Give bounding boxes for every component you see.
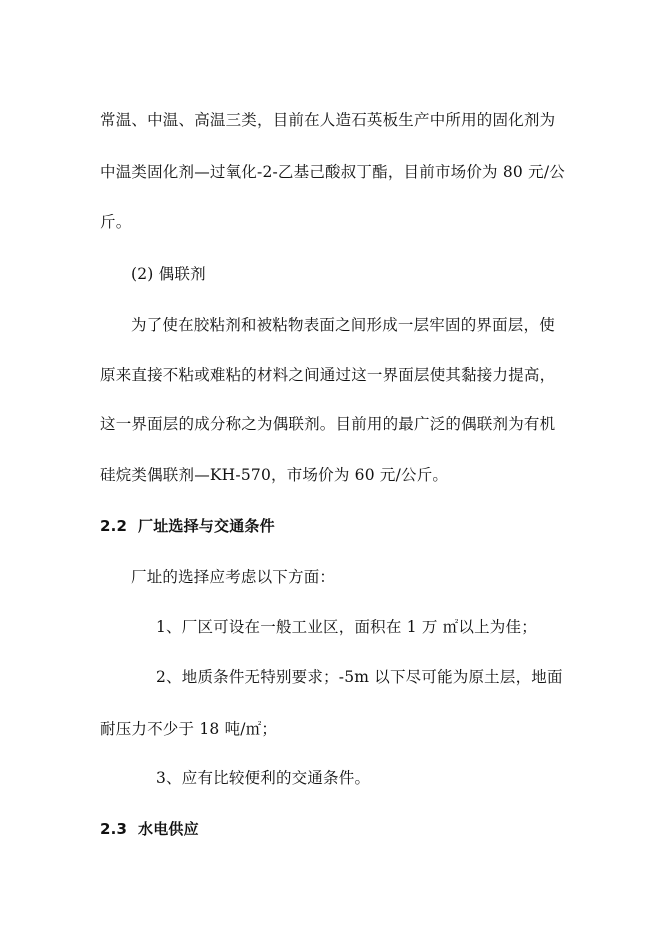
coupling-paragraph-line-2: 原来直接不粘或难粘的材料之间通过这一界面层使其黏接力提高，	[100, 366, 556, 384]
curing-paragraph-line-2: 中温类固化剂—过氧化-2-乙基己酸叔丁酯，目前市场价为 80 元/公	[100, 163, 565, 181]
section-number: 2.3	[100, 820, 128, 838]
curing-paragraph-line-3: 斤。	[100, 213, 132, 231]
coupling-paragraph-line-3: 这一界面层的成分称之为偶联剂。目前用的最广泛的偶联剂为有机	[100, 415, 556, 433]
site-selection-intro: 厂址的选择应考虑以下方面：	[131, 568, 336, 586]
section-heading-2-3	[100, 819, 562, 839]
section-title: 水电供应	[138, 820, 199, 838]
site-requirement-3: 3、应有比较便利的交通条件。	[156, 769, 371, 787]
coupling-paragraph-line-4: 硅烷类偶联剂—KH-570，市场价为 60 元/公斤。	[100, 466, 449, 484]
coupling-paragraph-line-1: 为了使在胶粘剂和被粘物表面之间形成一层牢固的界面层，使	[131, 316, 555, 334]
site-requirement-2-line-1: 2、地质条件无特别要求；-5m 以下尽可能为原土层，地面	[156, 668, 563, 686]
section-title: 厂址选择与交通条件	[138, 517, 275, 535]
site-requirement-1: 1、厂区可设在一般工业区，面积在 1 万 ㎡以上为佳；	[156, 618, 537, 636]
section-heading-2-2	[100, 516, 562, 536]
coupling-agent-subtitle: (2) 偶联剂	[131, 265, 206, 283]
curing-paragraph-line-1: 常温、中温、高温三类，目前在人造石英板生产中所用的固化剂为	[100, 111, 556, 129]
site-requirement-2-line-2: 耐压力不少于 18 吨/㎡；	[100, 720, 278, 738]
section-number: 2.2	[100, 517, 128, 535]
